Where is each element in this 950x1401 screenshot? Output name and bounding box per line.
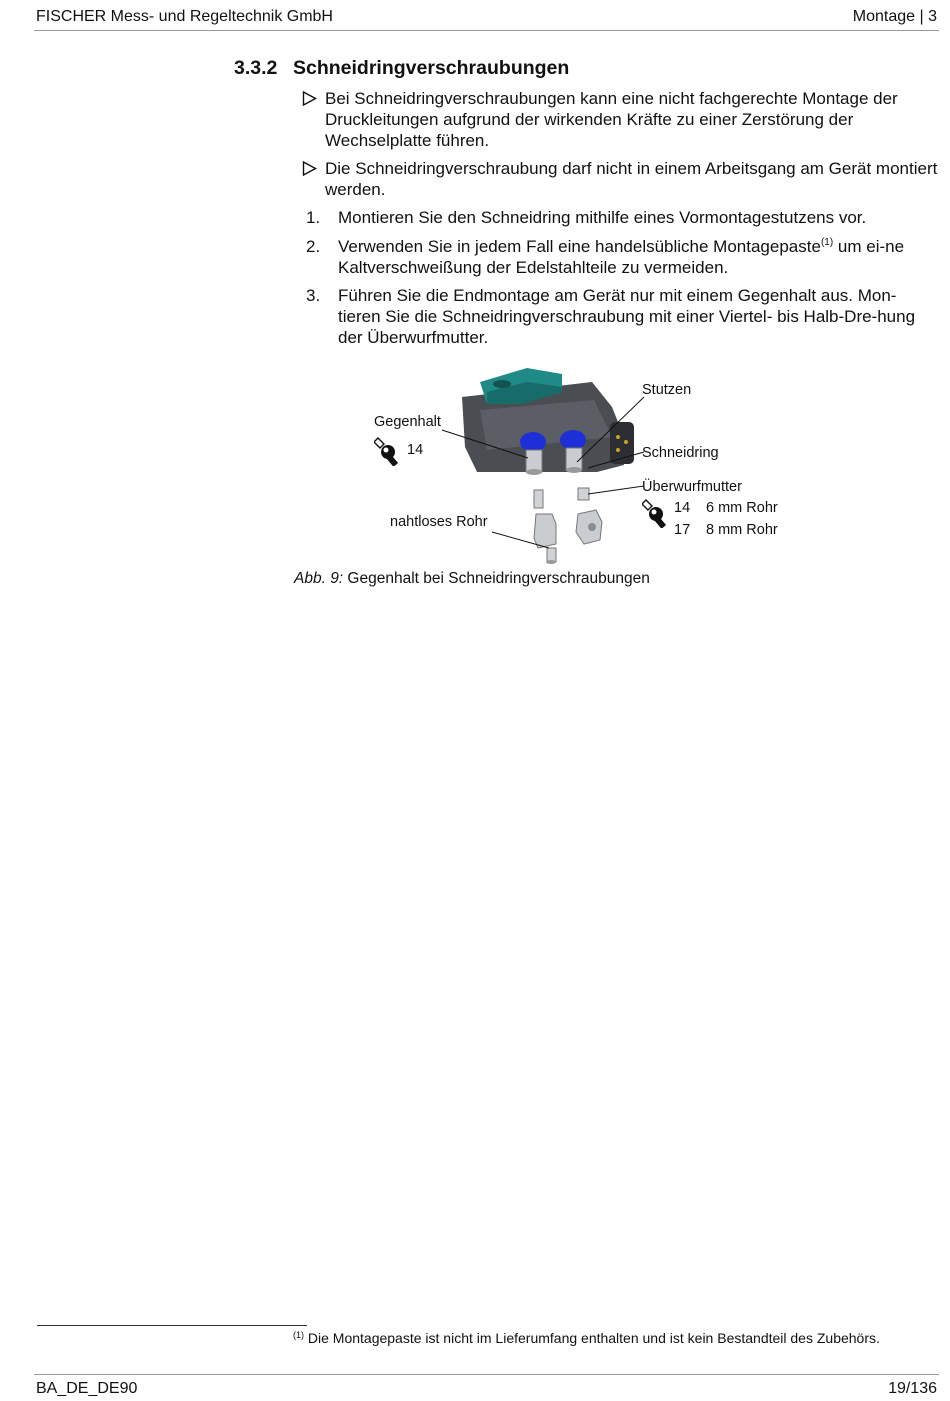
page-footer <box>34 1374 939 1397</box>
wrench-icon <box>374 436 402 466</box>
footnote-marker: (1) <box>293 1330 304 1340</box>
note-text: Die Schneidringverschraubung darf nicht in einem Arbeitsgang am Gerät montiert werden. <box>325 159 938 199</box>
footnote-divider <box>37 1325 307 1326</box>
caption-prefix: Abb. 9: <box>294 570 344 587</box>
header-chapter: Montage | 3 <box>852 8 937 25</box>
label-ueberwurfmutter: Überwurfmutter <box>642 479 742 495</box>
step-text: Montieren Sie den Schneidring mithilfe eines Vormontagestutzens vor. <box>338 208 867 227</box>
note-text: Bei Schneidringverschraubungen kann eine nicht fachgerechte Montage der Druckleitungen aufgrund der wirkenden Kräfte zu einer Zerstörung der Wechselplatte führen. <box>325 89 898 150</box>
section-heading <box>234 57 569 80</box>
step-text <box>338 236 938 278</box>
triangle-right-icon <box>302 91 317 106</box>
figure-caption <box>294 570 650 588</box>
section-title: Schneidringverschraubungen <box>293 57 570 79</box>
footer-doc-id: BA_DE_DE90 <box>36 1380 138 1397</box>
wrench-size: 14 <box>674 500 691 516</box>
step-text-part: um ei-ne Kaltverschweißung der Edelstahlteile zu vermeiden. <box>338 237 905 277</box>
label-gegenhalt: Gegenhalt <box>374 414 441 430</box>
step-number: 2. <box>306 237 321 256</box>
footnote-text: Die Montagepaste ist nicht im Lieferumfang enthalten und ist kein Bestandteil des Zubehörs. <box>304 1330 880 1346</box>
label-gegenhalt-size: 14 <box>407 442 424 458</box>
triangle-right-icon <box>302 161 317 176</box>
device-illustration <box>362 362 802 572</box>
page-header <box>34 6 939 31</box>
header-company: FISCHER Mess- und Regeltechnik GmbH <box>36 8 333 25</box>
label-nahtloses-rohr: nahtloses Rohr <box>390 514 488 530</box>
footnote <box>293 1330 880 1346</box>
label-stutzen: Stutzen <box>642 382 692 398</box>
footer-page-number: 19/136 <box>888 1380 937 1397</box>
step-number: 1. <box>306 208 321 227</box>
wrench-icon <box>642 498 670 528</box>
section-number: 3.3.2 <box>234 57 278 79</box>
caption-text: Gegenhalt bei Schneidringverschraubungen <box>343 570 650 587</box>
label-schneidring: Schneidring <box>642 445 719 461</box>
step-text: Führen Sie die Endmontage am Gerät nur mit einem Gegenhalt aus. Mon-tieren Sie die Schneidringverschraubung mit einer Viertel- bis Halb-Dre-hung der Überwurfmutter. <box>338 286 916 347</box>
figure-compression-fitting <box>362 362 802 572</box>
pipe-size: 8 mm Rohr <box>706 522 778 538</box>
wrench-size: 17 <box>674 522 691 538</box>
footnote-reference[interactable]: (1) <box>820 237 834 248</box>
step-number: 3. <box>306 286 321 305</box>
pipe-size: 6 mm Rohr <box>706 500 778 516</box>
step-text-part: Verwenden Sie in jedem Fall eine handelsübliche Montagepaste <box>338 237 821 256</box>
